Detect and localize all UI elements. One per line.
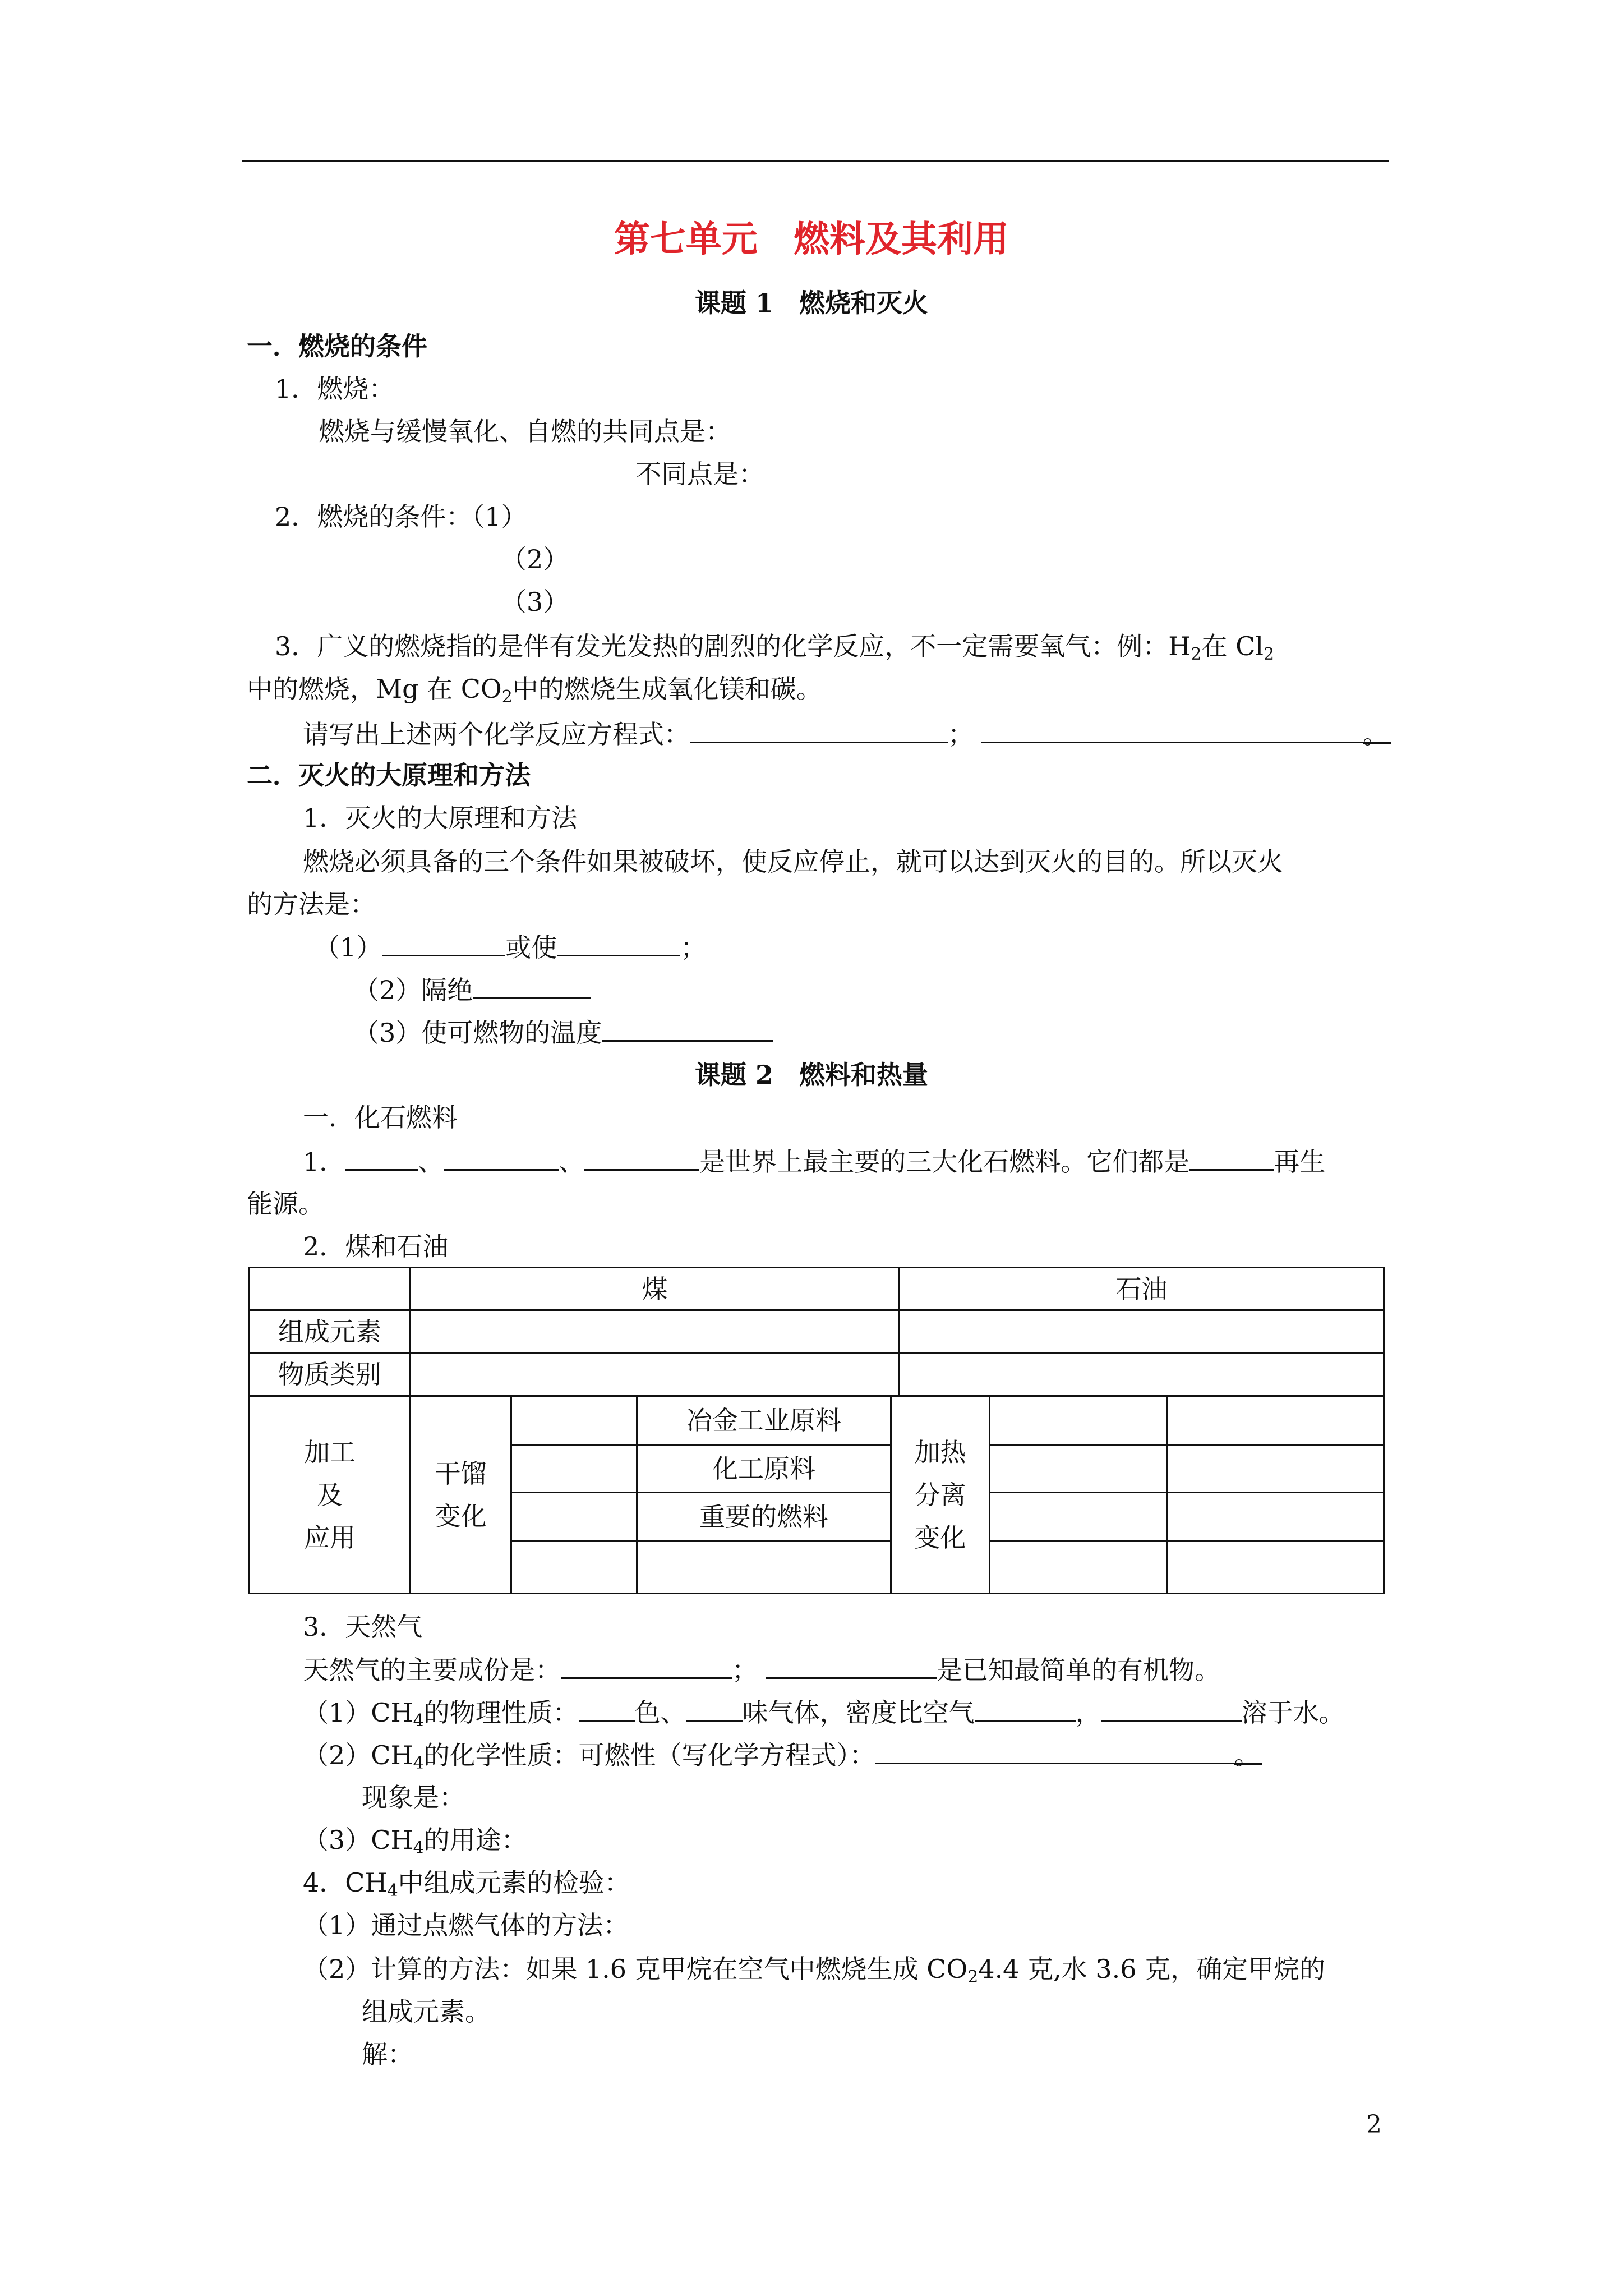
question-1-different-points: 不同点是：	[635, 459, 764, 489]
page-number: 2	[1366, 2110, 1382, 2139]
answer-blank	[981, 717, 1363, 743]
condition-3: （3）	[501, 587, 569, 617]
question-1-principles: 1．灭火的大原理和方法	[303, 803, 578, 833]
question-3-line-2: 中的燃烧，Mg 在 $CO_2$中的燃烧生成氧化镁和碳。	[247, 674, 822, 707]
answer-blank	[382, 930, 505, 956]
answer-blank	[345, 1144, 418, 1171]
answer-blank	[975, 1695, 1076, 1722]
element-test-method-2: （2）计算的方法：如果 1.6 克甲烷在空气中燃烧生成 $CO_24.4$ 克,水 3.6 克，确定甲烷的	[303, 1954, 1326, 1987]
methane-phenomenon: 现象是：	[362, 1782, 465, 1812]
section-heading-burning-conditions: 一．燃烧的条件	[247, 331, 427, 361]
column-header-oil: 石油	[1115, 1273, 1168, 1304]
methane-physical-properties: $(1)CH_4$的物理性质： 色、 味气体，密度比空气 ， 溶于水。	[303, 1695, 1345, 1729]
topic2-title: 课题 2 燃料和热量	[694, 1060, 929, 1090]
question-3-line-1: 3．广义的燃烧指的是伴有发光发热的剧烈的化学反应，不一定需要氧气：例：$H_2$在 $Cl_2$	[275, 631, 1275, 664]
condition-2: （2）	[501, 544, 569, 574]
answer-blank	[686, 1695, 743, 1722]
fossil-fuels-question: 1． 、 、 是世界上最主要的三大化石燃料。它们都是 再生	[303, 1144, 1325, 1179]
answer-blank	[1101, 1695, 1242, 1722]
question-3-equations: 请写出上述两个化学反应方程式： ； 。	[303, 717, 1391, 751]
coal-process-dry-distillation: 干馏 变化	[435, 1458, 487, 1531]
method-3: （3）使可燃物的温度	[353, 1015, 773, 1050]
header-rule	[242, 160, 1389, 162]
natural-gas-heading: 3．天然气	[303, 1612, 423, 1642]
section-heading-fossil-fuels: 一．化石燃料	[303, 1102, 458, 1133]
method-2: （2）隔绝	[353, 973, 591, 1007]
column-header-coal: 煤	[642, 1273, 668, 1304]
answer-blank	[444, 1144, 559, 1171]
answer-blank	[584, 1144, 699, 1171]
answer-blank	[561, 1653, 732, 1679]
answer-blank	[473, 973, 591, 999]
coal-oil-table	[248, 1267, 1385, 1594]
methane-uses: $(3)CH_4$的用途：	[303, 1825, 527, 1858]
methane-element-test-heading: 4．$CH_4$中组成元素的检验：	[303, 1867, 630, 1901]
answer-blank	[557, 930, 680, 956]
methane-chemical-properties: $(2)CH_4$的化学性质：可燃性（写化学方程式）： 。	[303, 1738, 1262, 1772]
answer-blank	[766, 1653, 937, 1679]
question-1-burning: 1．燃烧：	[275, 374, 395, 404]
section-heading-fire-extinguishing: 二．灭火的大原理和方法	[247, 760, 531, 790]
method-1: （1） 或使 ；	[314, 930, 706, 964]
element-test-method-2-line-2: 组成元素。	[362, 1996, 491, 2027]
answer-blank	[875, 1738, 1234, 1764]
coal-use-chemical: 化工原料	[712, 1453, 815, 1484]
coal-and-oil-heading: 2．煤和石油	[303, 1231, 449, 1262]
question-1-common-points: 燃烧与缓慢氧化、自燃的共同点是：	[319, 416, 731, 447]
answer-blank	[602, 1015, 773, 1042]
oil-process-fractional-distillation: 加热 分离 变化	[914, 1437, 966, 1553]
answer-blank	[579, 1695, 635, 1722]
fossil-fuels-question-line-2: 能源。	[247, 1189, 324, 1219]
topic1-title: 课题 1 燃烧和灭火	[694, 288, 929, 318]
row-header-elements: 组成元素	[278, 1316, 381, 1347]
unit-title: 第七单元 燃料及其利用	[614, 218, 1009, 260]
row-header-category: 物质类别	[278, 1359, 381, 1389]
answer-blank	[690, 717, 948, 743]
coal-use-fuel: 重要的燃料	[699, 1501, 828, 1532]
answer-blank	[1189, 1144, 1274, 1171]
solution-label: 解：	[362, 2039, 413, 2069]
natural-gas-main-component: 天然气的主要成份是： ； 是已知最简单的有机物。	[303, 1653, 1220, 1687]
question-2-conditions: 2．燃烧的条件：（1）	[275, 501, 527, 532]
principles-paragraph-2: 的方法是：	[247, 889, 376, 919]
principles-paragraph-1: 燃烧必须具备的三个条件如果被破坏，使反应停止，就可以达到灭火的目的。所以灭火	[303, 846, 1283, 877]
element-test-method-1: （1）通过点燃气体的方法：	[303, 1910, 629, 1940]
row-header-processing: 加工 及 应用	[304, 1437, 356, 1553]
coal-use-metallurgy: 冶金工业原料	[686, 1405, 841, 1435]
